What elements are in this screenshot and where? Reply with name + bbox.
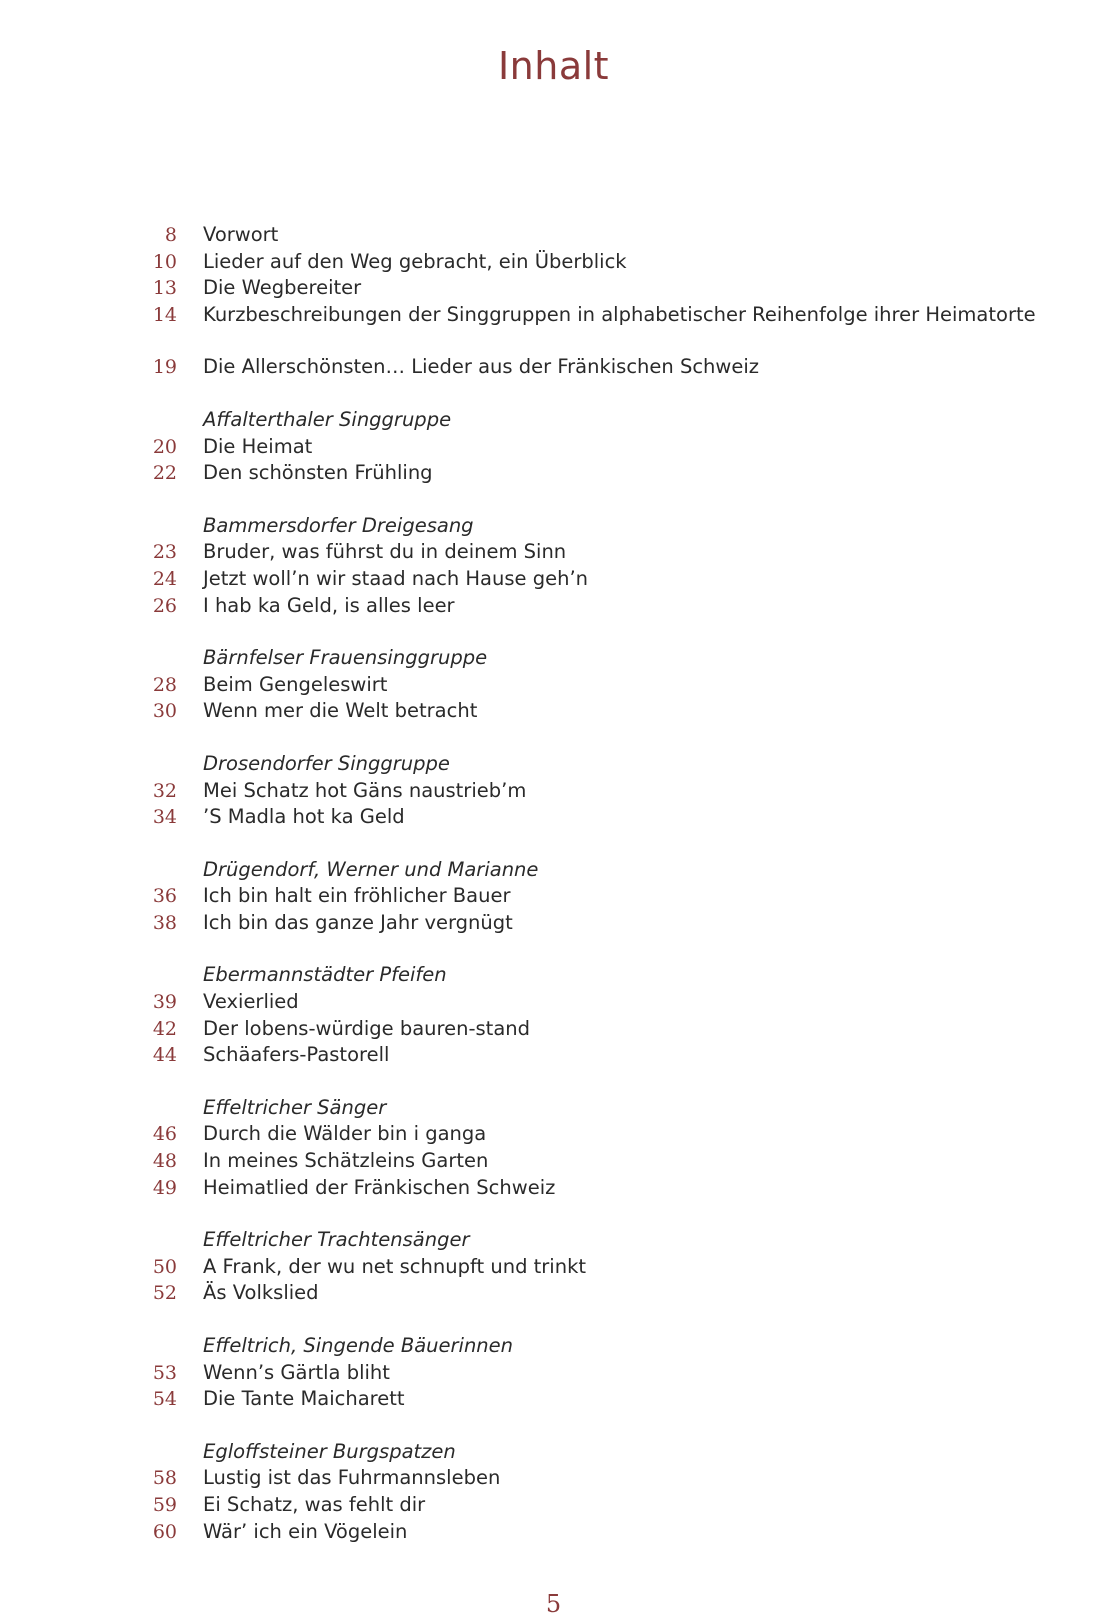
- page-number: 28: [152, 673, 177, 696]
- group-heading: Drügendorf, Werner und Marianne: [203, 857, 539, 881]
- entry-title: Den schönsten Frühling: [203, 461, 433, 485]
- page-number: 36: [152, 885, 177, 908]
- singing-group-section: [130, 1333, 1050, 1413]
- singing-group-section: [130, 962, 1050, 1068]
- page-number: 30: [152, 700, 177, 723]
- entry-title: ’S Madla hot ka Geld: [203, 805, 405, 829]
- song-entry[interactable]: [130, 804, 1050, 831]
- song-entry[interactable]: [130, 1360, 1050, 1387]
- song-entry[interactable]: [130, 1492, 1050, 1519]
- song-entry[interactable]: [130, 910, 1050, 937]
- spacer: [130, 328, 1050, 354]
- page-number: 60: [152, 1520, 177, 1543]
- singing-group-section: [130, 857, 1050, 937]
- page-number: 39: [152, 991, 177, 1014]
- toc-entry[interactable]: [130, 249, 1050, 276]
- singing-group-section: [130, 1095, 1050, 1201]
- toc-entry[interactable]: [130, 275, 1050, 302]
- page-number: 58: [152, 1467, 177, 1490]
- song-entry[interactable]: [130, 1175, 1050, 1202]
- song-entry[interactable]: [130, 1148, 1050, 1175]
- entry-title: Heimatlied der Fränkischen Schweiz: [203, 1175, 556, 1199]
- song-entry[interactable]: [130, 1386, 1050, 1413]
- page-number: 20: [152, 435, 177, 458]
- entry-title: A Frank, der wu net schnupft und trinkt: [203, 1254, 587, 1278]
- page-number: 32: [152, 779, 177, 802]
- singing-group-section: [130, 407, 1050, 487]
- page-number: 13: [152, 277, 177, 300]
- table-of-contents: [130, 222, 1050, 1545]
- song-entry[interactable]: [130, 593, 1050, 620]
- entry-title: Lustig ist das Fuhrmannsleben: [203, 1466, 501, 1490]
- entry-title: Vorwort: [203, 223, 279, 246]
- page-number: 54: [152, 1388, 177, 1411]
- entry-title: Die Allerschönsten… Lieder aus der Fränkischen Schweiz: [203, 355, 760, 379]
- song-entry[interactable]: [130, 883, 1050, 910]
- page-number: 46: [152, 1123, 177, 1146]
- page-number: 8: [164, 224, 177, 246]
- song-entry[interactable]: [130, 460, 1050, 487]
- entry-title: Mei Schatz hot Gäns naustrieb’m: [203, 778, 527, 802]
- entry-title: Beim Gengeleswirt: [203, 672, 388, 696]
- page-number: 10: [152, 250, 177, 273]
- page-number: 52: [152, 1282, 177, 1305]
- song-entry[interactable]: [130, 1016, 1050, 1043]
- page-number: 53: [152, 1361, 177, 1384]
- page-number: 50: [152, 1255, 177, 1278]
- toc-entry-main-section[interactable]: [130, 354, 1050, 381]
- page-number: 38: [152, 911, 177, 934]
- toc-entry[interactable]: [130, 222, 1050, 249]
- group-heading: Ebermannstädter Pfeifen: [203, 963, 447, 987]
- song-entry[interactable]: [130, 778, 1050, 805]
- entry-title: Wenn mer die Welt betracht: [203, 699, 478, 723]
- song-entry[interactable]: [130, 566, 1050, 593]
- singing-group-section: [130, 1439, 1050, 1545]
- song-entry[interactable]: [130, 1465, 1050, 1492]
- page-title: Inhalt: [497, 44, 610, 88]
- toc-entry[interactable]: [130, 302, 1050, 329]
- entry-title: Die Wegbereiter: [203, 276, 362, 300]
- page-number: 42: [152, 1017, 177, 1040]
- entry-title: Wenn’s Gärtla bliht: [203, 1360, 390, 1384]
- group-heading: Effeltrich, Singende Bäuerinnen: [203, 1334, 514, 1357]
- entry-title: Schäafers-Pastorell: [203, 1043, 390, 1067]
- entry-title: Äs Volkslied: [203, 1281, 319, 1305]
- singing-group-section: [130, 645, 1050, 725]
- page-footer-number: 5: [545, 1590, 562, 1618]
- entry-title: Vexierlied: [203, 990, 299, 1014]
- entry-title: In meines Schätzleins Garten: [203, 1149, 489, 1173]
- group-heading: Effeltricher Sänger: [203, 1095, 387, 1119]
- entry-title: Durch die Wälder bin i ganga: [203, 1122, 487, 1146]
- intro-entries: [130, 222, 1050, 328]
- page-number: 14: [152, 303, 177, 326]
- group-heading: Bärnfelser Frauensinggruppe: [203, 646, 488, 670]
- song-entry[interactable]: [130, 1042, 1050, 1069]
- song-entry[interactable]: [130, 1121, 1050, 1148]
- page-number: 48: [152, 1150, 177, 1173]
- group-list: [130, 407, 1050, 1545]
- page-number: 22: [152, 462, 177, 485]
- page-number: 34: [152, 806, 177, 829]
- group-heading: Affalterthaler Singgruppe: [203, 407, 452, 431]
- song-entry[interactable]: [130, 539, 1050, 566]
- group-heading: Effeltricher Trachtensänger: [203, 1228, 470, 1252]
- entry-title: Kurzbeschreibungen der Singgruppen in alphabetischer Reihenfolge ihrer Heimatorte: [203, 302, 1036, 326]
- entry-title: Die Heimat: [203, 434, 313, 458]
- song-entry[interactable]: [130, 989, 1050, 1016]
- song-entry[interactable]: [130, 1254, 1050, 1281]
- song-entry[interactable]: [130, 1280, 1050, 1307]
- song-entry[interactable]: [130, 672, 1050, 699]
- entry-title: Ich bin halt ein fröhlicher Bauer: [203, 884, 511, 908]
- page-number: 19: [152, 356, 177, 379]
- entry-title: Die Tante Maicharett: [203, 1387, 405, 1411]
- page-number: 23: [152, 541, 177, 564]
- entry-title: Ei Schatz, was fehlt dir: [203, 1492, 426, 1516]
- entry-title: Bruder, was führst du in deinem Sinn: [203, 540, 567, 564]
- entry-title: I hab ka Geld, is alles leer: [203, 593, 455, 617]
- page-number: 24: [152, 567, 177, 590]
- entry-title: Ich bin das ganze Jahr vergnügt: [203, 910, 513, 934]
- page-number: 49: [152, 1176, 177, 1199]
- group-heading: Egloffsteiner Burgspatzen: [203, 1439, 456, 1463]
- page-number: 44: [152, 1044, 177, 1067]
- song-entry[interactable]: [130, 1519, 1050, 1546]
- singing-group-section: [130, 751, 1050, 831]
- page-number: 26: [152, 594, 177, 617]
- entry-title: Jetzt woll’n wir staad nach Hause geh’n: [203, 566, 589, 590]
- page-number: 59: [152, 1493, 177, 1516]
- group-heading: Drosendorfer Singgruppe: [203, 751, 450, 775]
- group-heading: Bammersdorfer Dreigesang: [203, 513, 474, 537]
- entry-title: Wär’ ich ein Vögelein: [203, 1519, 408, 1543]
- singing-group-section: [130, 513, 1050, 619]
- entry-title: Der lobens-würdige bauren-stand: [203, 1016, 531, 1040]
- song-entry[interactable]: [130, 698, 1050, 725]
- song-entry[interactable]: [130, 434, 1050, 461]
- entry-title: Lieder auf den Weg gebracht, ein Überblick: [203, 249, 627, 273]
- singing-group-section: [130, 1227, 1050, 1307]
